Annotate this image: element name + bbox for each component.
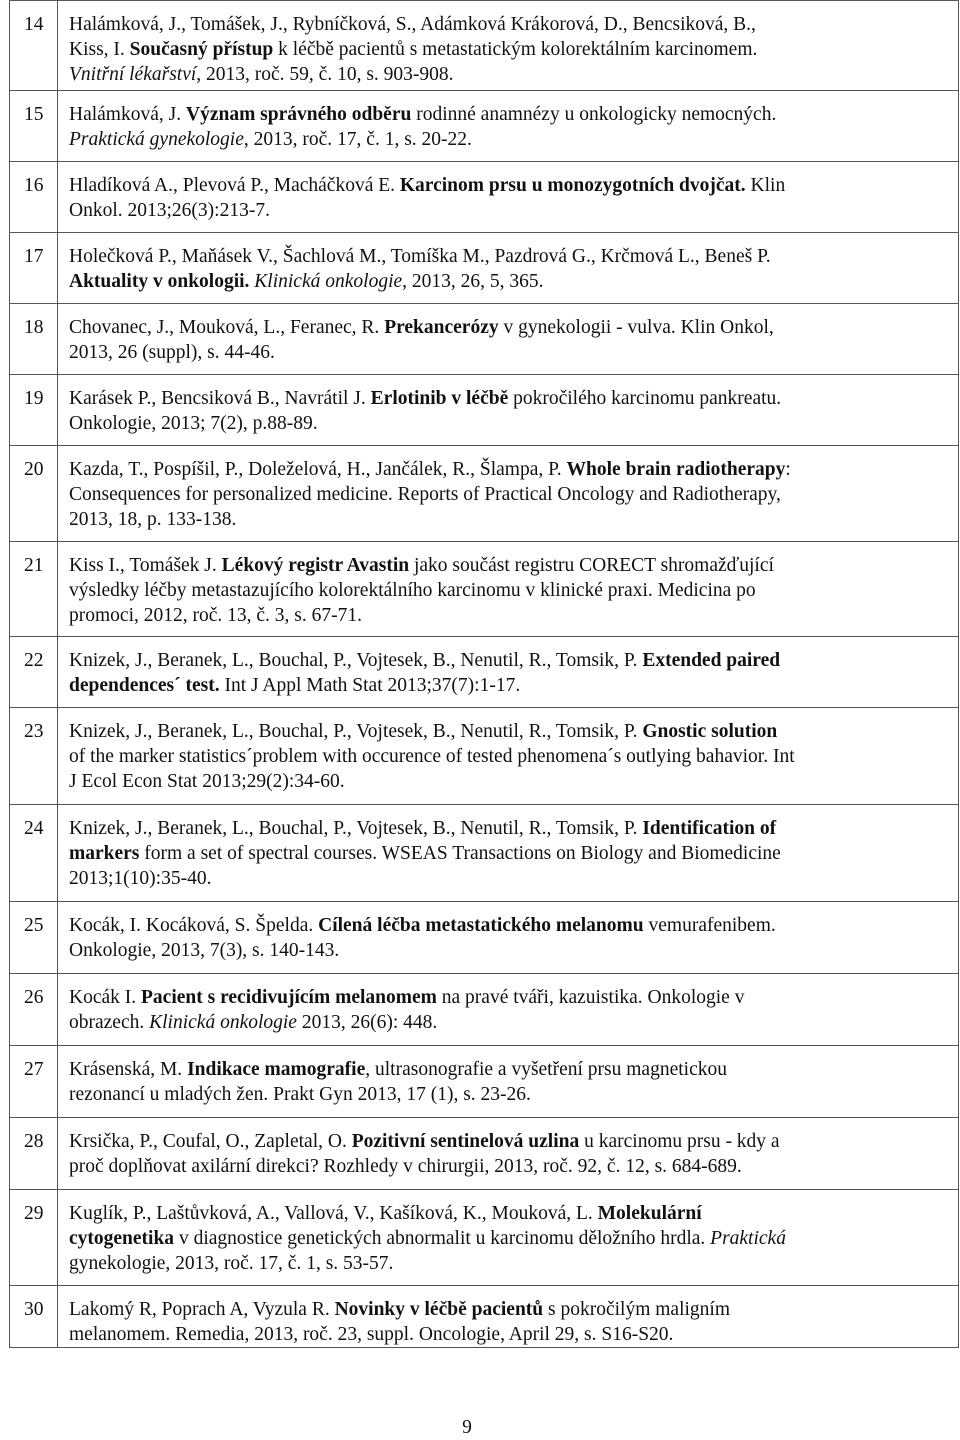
reference-line [69, 1129, 948, 1154]
bold-segment: Gnostic solution [642, 721, 778, 742]
text-segment: melanomem. Remedia, 2013, roč. 23, suppl. Oncologie, April 29, s. S16-S20. [69, 1324, 674, 1345]
text-segment: výsledky léčby metastazujícího kolorektálního karcinomu v klinické praxi. Medicina po [69, 580, 756, 601]
reference-text [58, 708, 959, 805]
bold-segment: Karcinom prsu u monozygotních dvojčat. [399, 175, 746, 196]
reference-line [69, 244, 948, 269]
reference-line [69, 62, 948, 87]
bold-segment: Cílená léčba metastatického melanomu [318, 915, 644, 936]
reference-row [10, 304, 959, 375]
reference-line [69, 719, 948, 744]
text-segment: Kazda, T., Pospíšil, P., Doleželová, H., Jančálek, R., Šlampa, P. [69, 459, 567, 480]
bold-segment: Novinky v léčbě pacientů [334, 1299, 544, 1320]
reference-line [69, 12, 948, 37]
reference-line [69, 386, 948, 411]
bold-segment: Lékový registr Avastin [221, 555, 410, 576]
text-segment: Halámková, J. [69, 104, 186, 125]
reference-line [69, 102, 948, 127]
reference-row [10, 233, 959, 304]
reference-row [10, 91, 959, 162]
reference-number: 19 [10, 375, 58, 446]
references-body [10, 1, 959, 1348]
reference-line [69, 1297, 948, 1322]
reference-line [69, 648, 948, 673]
reference-number: 25 [10, 902, 58, 974]
reference-number: 28 [10, 1118, 58, 1190]
reference-text [58, 162, 959, 233]
italic-segment: Praktická [710, 1228, 786, 1249]
reference-text [58, 233, 959, 304]
reference-line [69, 173, 948, 198]
references-table [9, 0, 959, 1348]
reference-line [69, 553, 948, 578]
text-segment: Lakomý R, Poprach A, Vyzula R. [69, 1299, 335, 1320]
reference-line [69, 769, 948, 794]
bold-segment: cytogenetika [69, 1228, 175, 1249]
text-segment: Onkol. 2013;26(3):213-7. [69, 200, 270, 221]
reference-line [69, 866, 948, 891]
bold-segment: Indikace mamografie [187, 1059, 366, 1080]
reference-text [58, 805, 959, 902]
reference-number: 14 [10, 1, 58, 91]
bold-segment: markers [69, 843, 140, 864]
reference-row [10, 805, 959, 902]
text-segment: Chovanec, J., Mouková, L., Feranec, R. [69, 317, 385, 338]
text-segment: Kocák I. [69, 987, 142, 1008]
reference-row [10, 974, 959, 1046]
text-segment: 2013, 26 (suppl), s. 44-46. [69, 342, 275, 363]
reference-line [69, 37, 948, 62]
text-segment: Holečková P., Maňásek V., Šachlová M., Tomíška M., Pazdrová G., Krčmová L., Beneš P. [69, 246, 771, 267]
text-segment: 2013, 26(6): 448. [296, 1012, 438, 1033]
text-segment: Onkologie, 2013; 7(2), p.88-89. [69, 413, 318, 434]
text-segment: , 2013, roč. 59, č. 10, s. 903-908. [196, 64, 454, 85]
reference-line [69, 1082, 948, 1107]
reference-line [69, 1010, 948, 1035]
text-segment: u karcinomu prsu - kdy a [579, 1131, 780, 1152]
bold-segment: Molekulární [597, 1203, 702, 1224]
reference-line [69, 457, 948, 482]
reference-text [58, 91, 959, 162]
reference-number: 26 [10, 974, 58, 1046]
text-segment: Onkologie, 2013, 7(3), s. 140-143. [69, 940, 340, 961]
reference-line [69, 985, 948, 1010]
reference-line [69, 315, 948, 340]
text-segment: rodinné anamnézy u onkologicky nemocných. [411, 104, 777, 125]
reference-text [58, 1046, 959, 1118]
reference-line [69, 1322, 948, 1347]
reference-line [69, 507, 948, 532]
text-segment: k léčbě pacientů s metastatickým kolorektálním karcinomem. [273, 39, 758, 60]
text-segment: Kocák, I. Kocáková, S. Špelda. [69, 915, 319, 936]
text-segment: vemurafenibem. [643, 915, 776, 936]
text-segment: , 2013, 26, 5, 365. [402, 271, 544, 292]
text-segment: of the marker statistics´problem with occurence of tested phenomena´s outlying bahavior. Int [69, 746, 795, 767]
text-segment: Kiss, I. [69, 39, 130, 60]
italic-segment: Vnitřní lékařství [69, 64, 197, 85]
bold-segment: Aktuality v onkologii. [69, 271, 250, 292]
reference-text [58, 1118, 959, 1190]
text-segment: Int J Appl Math Stat 2013;37(7):1-17. [219, 675, 521, 696]
reference-number: 18 [10, 304, 58, 375]
reference-number: 22 [10, 637, 58, 708]
reference-number: 20 [10, 446, 58, 542]
bold-segment: Současný přístup [129, 39, 274, 60]
reference-number: 29 [10, 1190, 58, 1286]
reference-number: 24 [10, 805, 58, 902]
bold-segment: Extended paired [642, 650, 781, 671]
bold-segment: dependences´ test. [69, 675, 220, 696]
reference-line [69, 411, 948, 436]
reference-line [69, 1154, 948, 1179]
bold-segment: Pozitivní sentinelová uzlina [351, 1131, 580, 1152]
text-segment: gynekologie, 2013, roč. 17, č. 1, s. 53-57. [69, 1253, 394, 1274]
reference-line [69, 269, 948, 294]
text-segment: proč doplňovat axilární direkci? Rozhledy v chirurgii, 2013, roč. 92, č. 12, s. 684-689. [69, 1156, 742, 1177]
reference-text [58, 974, 959, 1046]
bold-segment: Identification of [642, 818, 777, 839]
text-segment: promoci, 2012, roč. 13, č. 3, s. 67-71. [69, 605, 362, 626]
text-segment: obrazech. [69, 1012, 150, 1033]
text-segment: rezonancí u mladých žen. Prakt Gyn 2013, 17 (1), s. 23-26. [69, 1084, 531, 1105]
reference-line [69, 127, 948, 152]
reference-row [10, 902, 959, 974]
reference-line [69, 1201, 948, 1226]
text-segment: : [785, 459, 791, 480]
bold-segment: Erlotinib v léčbě [370, 388, 509, 409]
reference-number: 30 [10, 1286, 58, 1348]
reference-row [10, 1, 959, 91]
reference-line [69, 816, 948, 841]
text-segment: Knizek, J., Beranek, L., Bouchal, P., Vojtesek, B., Nenutil, R., Tomsik, P. [69, 721, 643, 742]
text-segment: Krásenská, M. [69, 1059, 188, 1080]
reference-line [69, 938, 948, 963]
text-segment: na pravé tváři, kazuistika. Onkologie v [436, 987, 745, 1008]
text-segment: v gynekologii - vulva. Klin Onkol, [498, 317, 774, 338]
reference-text [58, 1286, 959, 1348]
text-segment: , 2013, roč. 17, č. 1, s. 20-22. [243, 129, 472, 150]
bold-segment: Whole brain radiotherapy [566, 459, 786, 480]
reference-text [58, 1190, 959, 1286]
reference-text [58, 1, 959, 91]
text-segment: Kiss I., Tomášek J. [69, 555, 222, 576]
text-segment: jako součást registru CORECT shromažďující [409, 555, 774, 576]
reference-row [10, 708, 959, 805]
reference-text [58, 902, 959, 974]
text-segment: , ultrasonografie a vyšetření prsu magnetickou [365, 1059, 727, 1080]
text-segment: Karásek P., Bencsiková B., Navrátil J. [69, 388, 371, 409]
reference-line [69, 340, 948, 365]
text-segment: Krsička, P., Coufal, O., Zapletal, O. [69, 1131, 352, 1152]
reference-number: 17 [10, 233, 58, 304]
reference-row [10, 446, 959, 542]
reference-text [58, 304, 959, 375]
reference-row [10, 1046, 959, 1118]
reference-number: 21 [10, 542, 58, 637]
bold-segment: Pacient s recidivujícím melanomem [141, 987, 437, 1008]
reference-row [10, 162, 959, 233]
reference-number: 16 [10, 162, 58, 233]
reference-line [69, 744, 948, 769]
reference-line [69, 1057, 948, 1082]
italic-segment: Klinická onkologie [254, 271, 403, 292]
text-segment: Halámková, J., Tomášek, J., Rybníčková, S., Adámková Krákorová, D., Bencsiková, B., [69, 14, 756, 35]
bold-segment: Prekancerózy [384, 317, 499, 338]
reference-line [69, 198, 948, 223]
text-segment: Kuglík, P., Laštůvková, A., Vallová, V., Kašíková, K., Mouková, L. [69, 1203, 598, 1224]
text-segment: s pokročilým maligním [543, 1299, 730, 1320]
reference-text [58, 375, 959, 446]
reference-number: 15 [10, 91, 58, 162]
reference-line [69, 603, 948, 628]
text-segment: pokročilého karcinomu pankreatu. [508, 388, 782, 409]
reference-line [69, 578, 948, 603]
text-segment: 2013;1(10):35-40. [69, 868, 212, 889]
reference-line [69, 1226, 948, 1251]
bold-segment: Význam správného odběru [185, 104, 412, 125]
reference-line [69, 913, 948, 938]
italic-segment: Praktická gynekologie [69, 129, 244, 150]
reference-line [69, 841, 948, 866]
reference-row [10, 1118, 959, 1190]
text-segment: Klin [745, 175, 786, 196]
reference-number: 23 [10, 708, 58, 805]
reference-number: 27 [10, 1046, 58, 1118]
page-number: 9 [462, 1417, 472, 1438]
reference-line [69, 1251, 948, 1276]
text-segment: Consequences for personalized medicine. Reports of Practical Oncology and Radiotherapy, [69, 484, 781, 505]
reference-line [69, 673, 948, 698]
reference-text [58, 542, 959, 637]
reference-row [10, 1190, 959, 1286]
reference-line [69, 482, 948, 507]
reference-text [58, 637, 959, 708]
text-segment: Hladíková A., Plevová P., Macháčková E. [69, 175, 400, 196]
text-segment: J Ecol Econ Stat 2013;29(2):34-60. [69, 771, 345, 792]
text-segment: Knizek, J., Beranek, L., Bouchal, P., Vojtesek, B., Nenutil, R., Tomsik, P. [69, 818, 643, 839]
reference-row [10, 542, 959, 637]
text-segment: Knizek, J., Beranek, L., Bouchal, P., Vojtesek, B., Nenutil, R., Tomsik, P. [69, 650, 643, 671]
reference-row [10, 1286, 959, 1348]
reference-row [10, 637, 959, 708]
reference-row [10, 375, 959, 446]
text-segment: 2013, 18, p. 133-138. [69, 509, 237, 530]
reference-text [58, 446, 959, 542]
italic-segment: Klinická onkologie [149, 1012, 297, 1033]
text-segment: form a set of spectral courses. WSEAS Transactions on Biology and Biomedicine [139, 843, 781, 864]
text-segment: v diagnostice genetických abnormalit u karcinomu děložního hrdla. [174, 1228, 711, 1249]
